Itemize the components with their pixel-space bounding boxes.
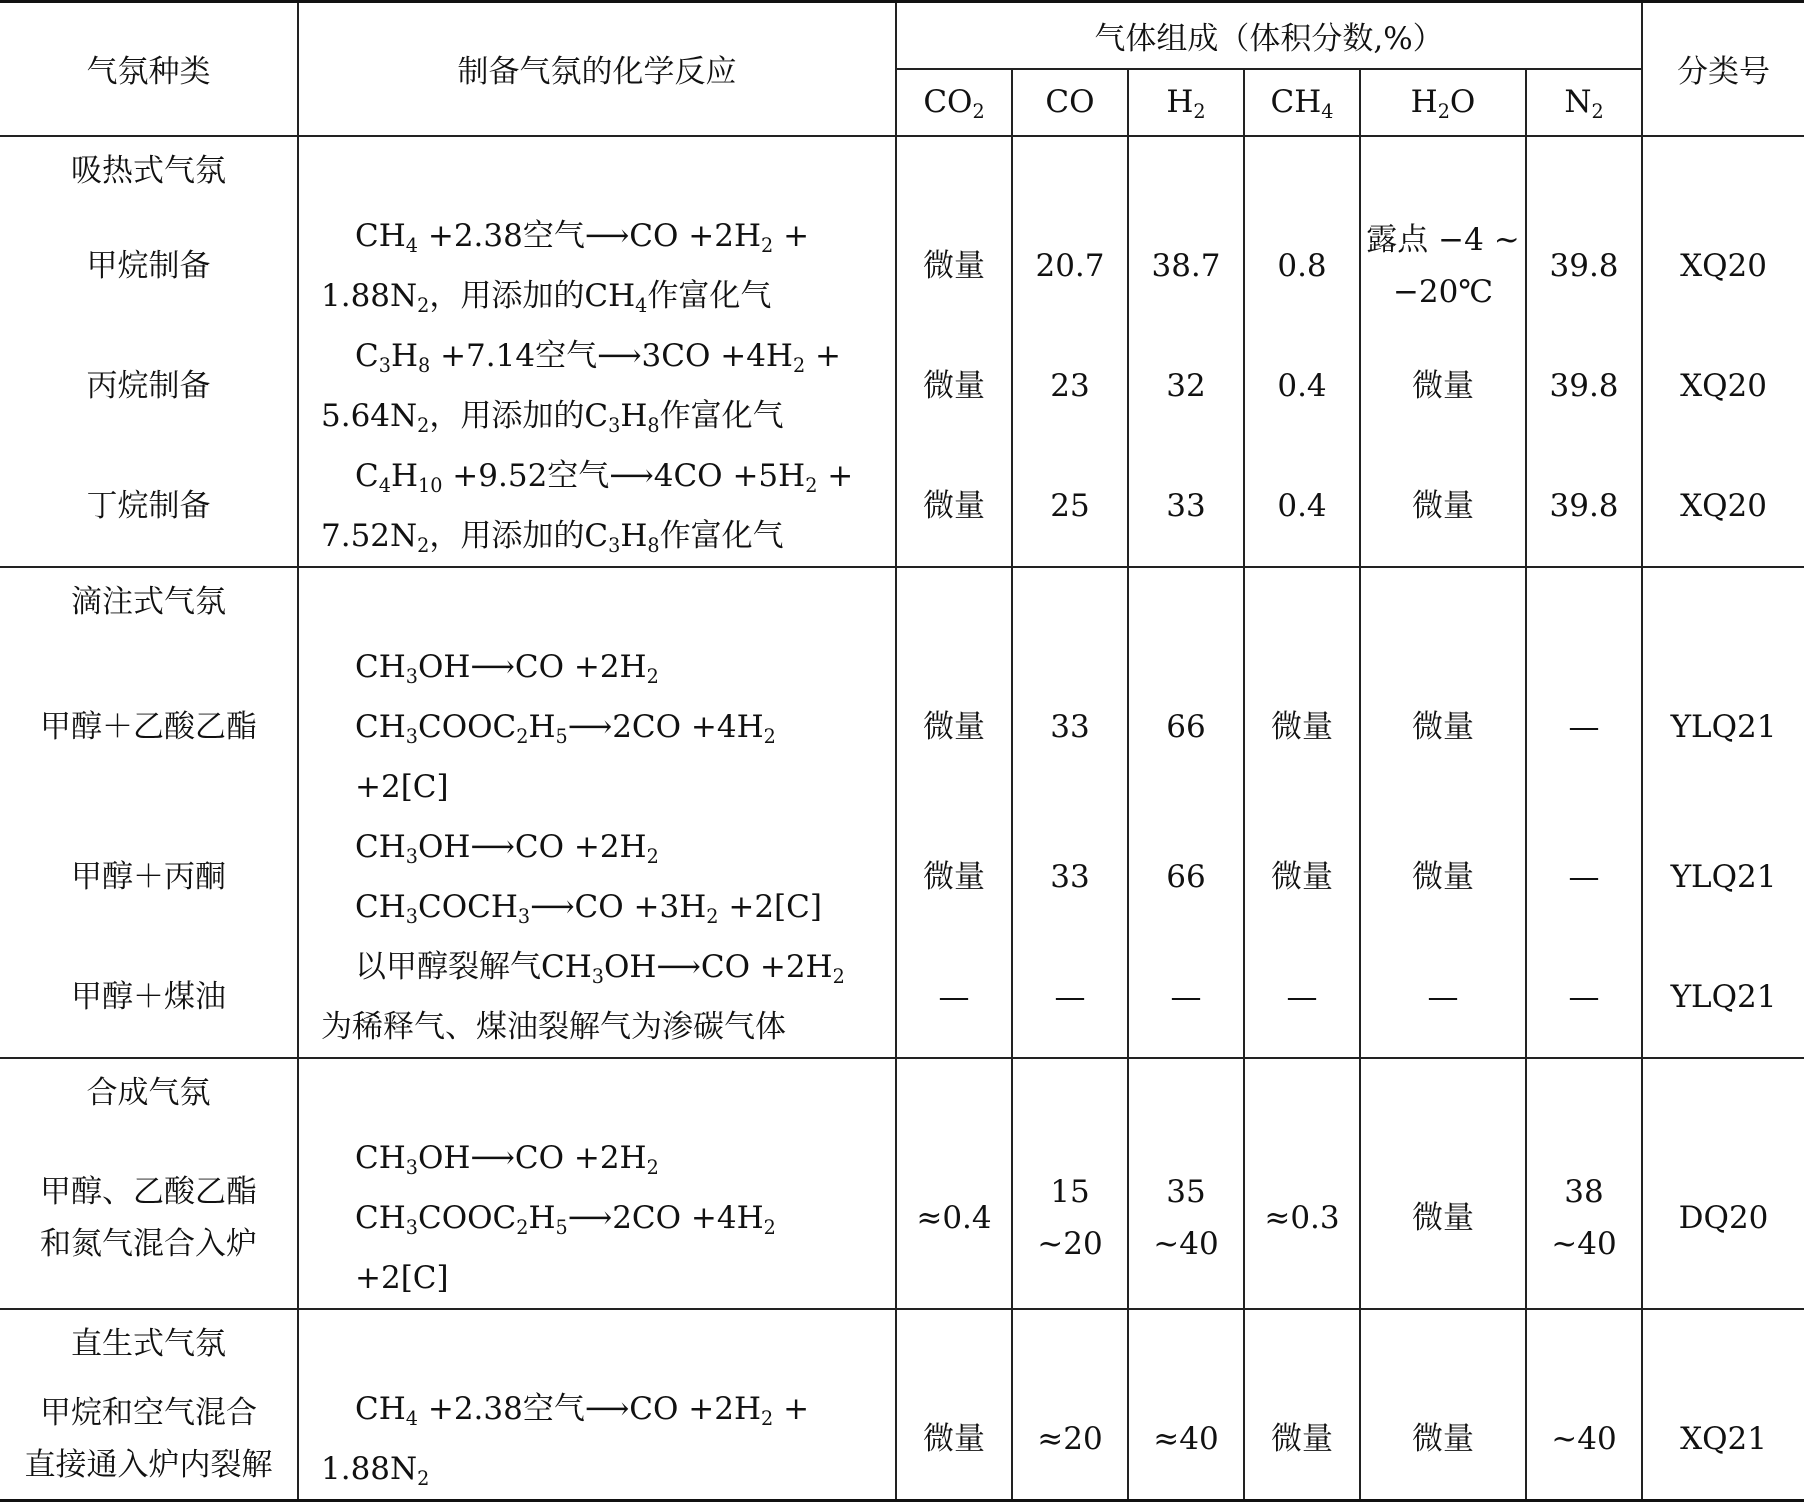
value-n2: — [1526, 817, 1642, 937]
group-title: 合成气氛 [0, 1058, 298, 1128]
value-h2: 66 [1128, 637, 1244, 817]
empty-cell [1642, 567, 1804, 637]
reaction-line-1: $CH_3OH⟶CO +2H_2$ [355, 1139, 659, 1179]
reaction-line-2: $CH_3COOC_2H_5⟶2CO +4H_2 +2[C]$ [355, 1199, 776, 1296]
value-n2: — [1526, 937, 1642, 1058]
empty-cell [1128, 567, 1244, 637]
value-co2: — [896, 937, 1012, 1058]
header-composition: 气体组成（体积分数,%） [896, 2, 1642, 69]
reaction-line-2: $5.64N_2$，用添加的$C_3H_8$作富化气 [321, 397, 784, 437]
group-title-row [0, 567, 1804, 637]
value-co: 33 [1012, 817, 1128, 937]
reaction-cell [298, 637, 896, 817]
reaction-line-1: $C_3H_8 +7.14$空气⟶3CO $+4H_2$ + [355, 337, 842, 377]
atmosphere-name: 甲烷和空气混合 直接通入炉内裂解 [0, 1379, 298, 1501]
reaction-cell [298, 326, 896, 446]
group-title-row [0, 136, 1804, 206]
header-gas-h2: $H_2$ [1128, 69, 1244, 136]
value-ch4: 微量 [1244, 1379, 1360, 1501]
value-ch4: 微量 [1244, 637, 1360, 817]
group-title: 吸热式气氛 [0, 136, 298, 206]
value-h2o: 微量 [1360, 817, 1526, 937]
empty-cell [1244, 1058, 1360, 1128]
empty-cell [298, 567, 896, 637]
reaction-cell [298, 1128, 896, 1309]
reaction-cell [298, 937, 896, 1058]
classification-code: YLQ21 [1642, 817, 1804, 937]
value-h2o: 露点 −4 ~ −20℃ [1360, 206, 1526, 326]
atmosphere-name: 甲烷制备 [0, 206, 298, 326]
value-ch4: ≈0.3 [1244, 1128, 1360, 1309]
empty-cell [1012, 136, 1128, 206]
header-code: 分类号 [1642, 2, 1804, 136]
value-ch4: 0.4 [1244, 446, 1360, 567]
value-h2: ≈40 [1128, 1379, 1244, 1501]
reaction-line-2: 为稀释气、煤油裂解气为渗碳气体 [321, 1008, 786, 1045]
value-co2: 微量 [896, 1379, 1012, 1501]
classification-code: XQ21 [1642, 1379, 1804, 1501]
group-title: 直生式气氛 [0, 1309, 298, 1379]
value-n2: 39.8 [1526, 446, 1642, 567]
value-h2: 32 [1128, 326, 1244, 446]
value-n2: 39.8 [1526, 326, 1642, 446]
group-title-row [0, 1058, 1804, 1128]
empty-cell [1360, 136, 1526, 206]
header-gas-h2o: $H_2O$ [1360, 69, 1526, 136]
reaction-line-2: $1.88N_2$ [321, 1450, 430, 1490]
empty-cell [1244, 136, 1360, 206]
value-ch4: 0.8 [1244, 206, 1360, 326]
value-co: ≈20 [1012, 1379, 1128, 1501]
empty-cell [1360, 567, 1526, 637]
empty-cell [1244, 1309, 1360, 1379]
atmosphere-name: 甲醇＋煤油 [0, 937, 298, 1058]
empty-cell [1128, 1058, 1244, 1128]
value-h2: 38.7 [1128, 206, 1244, 326]
reaction-line-2: $CH_3COCH_3⟶CO +3H_2 +2[C]$ [355, 888, 822, 928]
value-n2: — [1526, 637, 1642, 817]
value-h2: — [1128, 937, 1244, 1058]
value-h2: 35 ~40 [1128, 1128, 1244, 1309]
table-row [0, 446, 1804, 567]
empty-cell [896, 567, 1012, 637]
value-h2o: 微量 [1360, 1128, 1526, 1309]
table-row [0, 326, 1804, 446]
reaction-line-1: $CH_3OH⟶CO +2H_2$ [355, 648, 659, 688]
header-gas-n2: $N_2$ [1526, 69, 1642, 136]
reaction-line-1: 以甲醇裂解气$CH_3OH⟶CO +2H_2$ [355, 948, 845, 988]
empty-cell [1642, 136, 1804, 206]
value-ch4: — [1244, 937, 1360, 1058]
empty-cell [1244, 567, 1360, 637]
value-ch4: 微量 [1244, 817, 1360, 937]
empty-cell [1012, 1058, 1128, 1128]
atmosphere-name: 甲醇＋丙酮 [0, 817, 298, 937]
value-co2: 微量 [896, 637, 1012, 817]
value-co: 23 [1012, 326, 1128, 446]
value-n2: 39.8 [1526, 206, 1642, 326]
reaction-line-2: $1.88N_2$，用添加的$CH_4$作富化气 [321, 277, 772, 317]
table-row [0, 637, 1804, 817]
reaction-line-1: $CH_3OH⟶CO +2H_2$ [355, 828, 659, 868]
reaction-line-1: $CH_4 +2.38$空气⟶CO $+2H_2$ + [355, 1390, 810, 1430]
header-reaction: 制备气氛的化学反应 [298, 2, 896, 136]
table-body [0, 136, 1804, 1501]
table-row [0, 937, 1804, 1058]
header-gas-ch4: $CH_4$ [1244, 69, 1360, 136]
empty-cell [896, 1309, 1012, 1379]
empty-cell [1526, 567, 1642, 637]
empty-cell [1012, 567, 1128, 637]
value-h2: 66 [1128, 817, 1244, 937]
classification-code: DQ20 [1642, 1128, 1804, 1309]
reaction-line-1: $C_4H_{10} +9.52$空气⟶4CO $+5H_2$ + [355, 457, 854, 497]
reaction-cell [298, 817, 896, 937]
header-type: 气氛种类 [0, 2, 298, 136]
header-gas-co2: $CO_2$ [896, 69, 1012, 136]
classification-code: XQ20 [1642, 446, 1804, 567]
value-co2: 微量 [896, 817, 1012, 937]
group-title-row [0, 1309, 1804, 1379]
value-ch4: 0.4 [1244, 326, 1360, 446]
empty-cell [1642, 1058, 1804, 1128]
value-h2o: 微量 [1360, 1379, 1526, 1501]
value-n2: 38 ~40 [1526, 1128, 1642, 1309]
reaction-line-2: $7.52N_2$，用添加的$C_3H_8$作富化气 [321, 517, 784, 557]
empty-cell [1128, 136, 1244, 206]
empty-cell [1128, 1309, 1244, 1379]
empty-cell [1526, 136, 1642, 206]
empty-cell [1012, 1309, 1128, 1379]
empty-cell [1360, 1309, 1526, 1379]
value-co: — [1012, 937, 1128, 1058]
atmosphere-name: 甲醇、乙酸乙酯 和氮气混合入炉 [0, 1128, 298, 1309]
value-co2: 微量 [896, 206, 1012, 326]
empty-cell [298, 1058, 896, 1128]
header-gas-co: CO [1012, 69, 1128, 136]
classification-code: XQ20 [1642, 326, 1804, 446]
reaction-cell [298, 1379, 896, 1501]
reaction-line-2: $CH_3COOC_2H_5⟶2CO +4H_2 +2[C]$ [355, 708, 776, 805]
empty-cell [298, 136, 896, 206]
value-h2: 33 [1128, 446, 1244, 567]
reaction-cell [298, 446, 896, 567]
table-row [0, 206, 1804, 326]
value-co2: 微量 [896, 446, 1012, 567]
value-n2: ~40 [1526, 1379, 1642, 1501]
reaction-line-1: $CH_4 +2.38$空气⟶CO $+2H_2$ + [355, 217, 810, 257]
group-title: 滴注式气氛 [0, 567, 298, 637]
value-h2o: 微量 [1360, 637, 1526, 817]
table-row [0, 1128, 1804, 1309]
classification-code: XQ20 [1642, 206, 1804, 326]
empty-cell [896, 136, 1012, 206]
value-co: 33 [1012, 637, 1128, 817]
atmosphere-name: 丙烷制备 [0, 326, 298, 446]
value-co2: 微量 [896, 326, 1012, 446]
classification-code: YLQ21 [1642, 637, 1804, 817]
value-co: 25 [1012, 446, 1128, 567]
value-co2: ≈0.4 [896, 1128, 1012, 1309]
value-h2o: — [1360, 937, 1526, 1058]
table-row [0, 1379, 1804, 1501]
value-co: 20.7 [1012, 206, 1128, 326]
empty-cell [1642, 1309, 1804, 1379]
empty-cell [298, 1309, 896, 1379]
classification-code: YLQ21 [1642, 937, 1804, 1058]
value-h2o: 微量 [1360, 326, 1526, 446]
reaction-cell [298, 206, 896, 326]
value-co: 15 ~20 [1012, 1128, 1128, 1309]
table-row [0, 817, 1804, 937]
empty-cell [1360, 1058, 1526, 1128]
atmosphere-name: 甲醇＋乙酸乙酯 [0, 637, 298, 817]
empty-cell [896, 1058, 1012, 1128]
empty-cell [1526, 1309, 1642, 1379]
empty-cell [1526, 1058, 1642, 1128]
atmosphere-name: 丁烷制备 [0, 446, 298, 567]
value-h2o: 微量 [1360, 446, 1526, 567]
